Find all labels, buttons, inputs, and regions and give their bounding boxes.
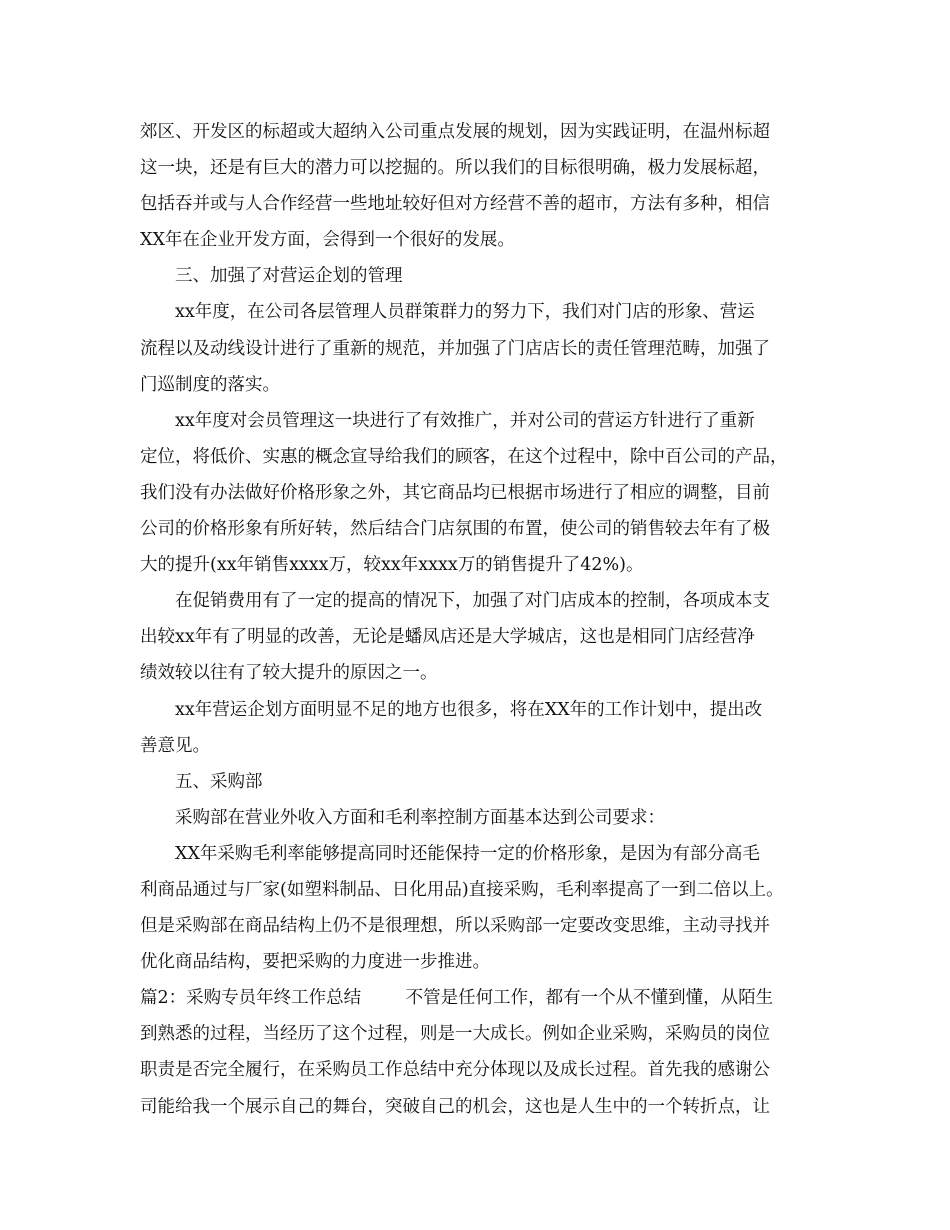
text-line: 郊区、开发区的标超或大超纳入公司重点发展的规划，因为实践证明，在温州标超 (140, 122, 770, 142)
text-line: 绩效较以往有了较大提升的原因之一。 (140, 663, 438, 684)
text-line: 在促销费用有了一定的提高的情况下，加强了对门店成本的控制，各项成本支 (175, 591, 770, 612)
text-line: 包括吞并或与人合作经营一些地址较好但对方经营不善的超市，方法有多种，相信 (140, 194, 770, 215)
section-heading: 五、采购部 (175, 771, 263, 792)
text-line: xx年营运企划方面明显不足的地方也很多，将在XX年的工作计划中，提出改 (175, 699, 763, 720)
text-line: 司能给我一个展示自己的舞台，突破自己的机会，这也是人生中的一个转折点，让 (140, 1096, 770, 1117)
text-line: 流程以及动线设计进行了重新的规范，并加强了门店店长的责任管理范畴，加强了 (140, 338, 770, 359)
section-heading: 三、加强了对营运企划的管理 (175, 266, 403, 287)
text-line: 大的提升(xx年销售xxxx万，较xx年xxxx万的销售提升了42%)。 (140, 555, 644, 576)
text-line: 到熟悉的过程，当经历了这个过程，则是一大成长。例如企业采购，采购员的岗位 (140, 1024, 770, 1045)
text-line: 门巡制度的落实。 (140, 374, 280, 395)
text-line: xx年度对会员管理这一块进行了有效推广，并对公司的营运方针进行了重新 (175, 410, 755, 431)
text-line: 公司的价格形象有所好转，然后结合门店氛围的布置，使公司的销售较去年有了极 (140, 519, 770, 540)
document-body (140, 114, 840, 1125)
text-line: 善意见。 (140, 735, 210, 756)
text-line: XX年在企业开发方面，会得到一个很好的发展。 (140, 230, 515, 251)
text-line: 我们没有办法做好价格形象之外，其它商品均已根据市场进行了相应的调整，目前 (140, 482, 770, 503)
text-line: 出较xx年有了明显的改善，无论是蟠凤店还是大学城店，这也是相同门店经营净 (140, 627, 755, 648)
text-line: 这一块，还是有巨大的潜力可以挖掘的。所以我们的目标很明确，极力发展标超， (140, 158, 770, 179)
text-line: 但是采购部在商品结构上仍不是很理想，所以采购部一定要改变思维，主动寻找并 (140, 916, 770, 937)
text-line: 利商品通过与厂家(如塑料制品、日化用品)直接采购，毛利率提高了一到二倍以上。 (140, 879, 784, 900)
article-heading-line: 篇2：采购专员年终工作总结 不管是任何工作，都有一个从不懂到懂，从陌生 (140, 988, 774, 1009)
text-line: 优化商品结构，要把采购的力度进一步推进。 (140, 952, 490, 973)
text-line: xx年度，在公司各层管理人员群策群力的努力下，我们对门店的形象、营运 (175, 302, 755, 323)
text-line: 定位，将低价、实惠的概念宣导给我们的顾客，在这个过程中，除中百公司的产品， (140, 446, 788, 467)
text-line: XX年采购毛利率能够提高同时还能保持一定的价格形象，是因为有部分高毛 (175, 843, 760, 864)
text-line: 职责是否完全履行，在采购员工作总结中充分体现以及成长过程。首先我的感谢公 (140, 1060, 770, 1081)
text-line: 采购部在营业外收入方面和毛利率控制方面基本达到公司要求： (175, 807, 665, 828)
